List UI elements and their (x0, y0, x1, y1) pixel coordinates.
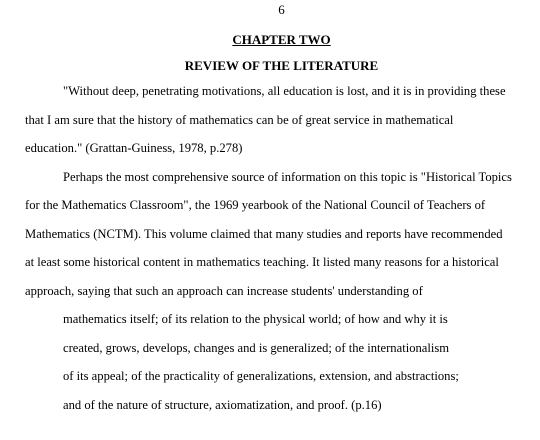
quote-line: mathematics itself; of its relation to the physical world; of how and why it is (63, 312, 448, 326)
text-line: "Without deep, penetrating motivations, all education is lost, and it is in providing these (63, 84, 506, 98)
quote-line: of its appeal; of the practicality of generalizations, extension, and abstractions; (63, 369, 459, 383)
text-line: that I am sure that the history of mathematics can be of great service in mathematical (25, 112, 454, 127)
text-line: education." (Grattan-Guiness, 1978, p.278) (25, 141, 243, 155)
page-number: 6 (278, 2, 285, 17)
block-quotation (63, 305, 518, 419)
text-line: Perhaps the most comprehensive source of information on this topic is "Historical Topics (63, 169, 512, 184)
quote-line: and of the nature of structure, axiomatization, and proof. (p.16) (63, 397, 382, 412)
text-line: Mathematics (NCTM). This volume claimed that many studies and reports have recommended (25, 226, 503, 241)
paragraph-nctm (25, 163, 518, 306)
text-line: at least some historical content in mathematics teaching. It listed many reasons for a historical (25, 255, 499, 269)
paragraph-quote-intro (25, 77, 518, 163)
section-title: REVIEW OF THE LITERATURE (184, 58, 379, 73)
quote-line: created, grows, develops, changes and is generalized; of the internationalism (63, 340, 450, 355)
text-line: for the Mathematics Classroom", the 1969 yearbook of the National Council of Teachers of (25, 198, 486, 212)
chapter-heading: CHAPTER TWO (232, 32, 331, 47)
text-line: approach, saying that such an approach can increase students' understanding of (25, 283, 423, 298)
